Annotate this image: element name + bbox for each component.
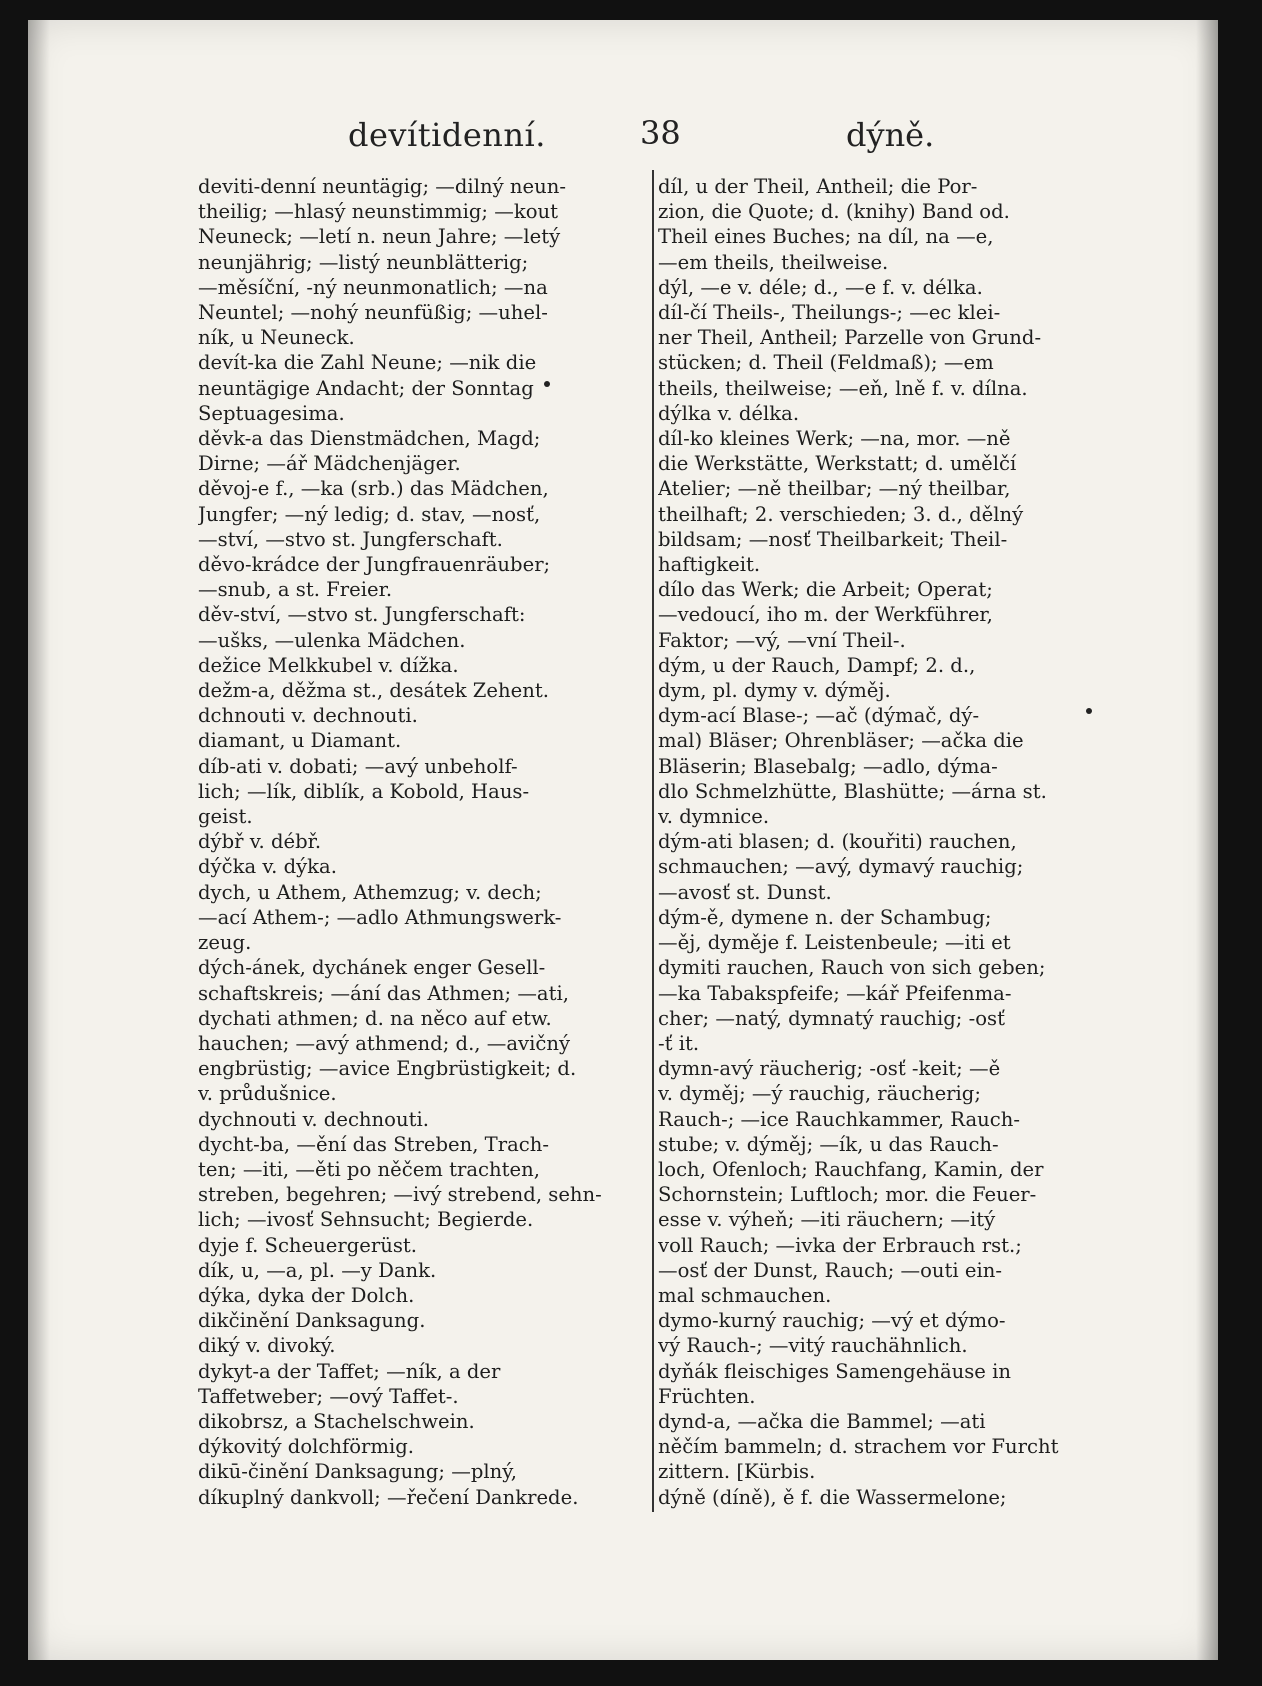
right-entry-line: —vedoucí, iho m. der Werkführer, <box>658 603 993 627</box>
right-entry-line: dymiti rauchen, Rauch von sich geben; <box>658 956 1046 980</box>
right-entry-line: zittern. [Kürbis. <box>658 1460 816 1484</box>
left-entry-line: diamant, u Diamant. <box>198 729 402 753</box>
right-entry-line: díl-čí Theils-, Theilungs-; —ec klei- <box>658 301 1001 325</box>
right-entry-line: v. dyměj; —ý rauchig, räucherig; <box>658 1082 981 1106</box>
right-entry-line: esse v. výheň; —iti räuchern; —itý <box>658 1208 996 1232</box>
header-first-entry: devítidenní. <box>348 116 546 154</box>
left-entry-line: diký v. divoký. <box>198 1334 336 1358</box>
right-entry-line: theilhaft; 2. verschieden; 3. d., dělný <box>658 502 1024 526</box>
right-entry-line: ner Theil, Antheil; Parzelle von Grund- <box>658 326 1042 350</box>
left-entry-line: dych, u Athem, Athemzug; v. dech; <box>198 880 542 904</box>
right-entry-line: —ka Tabakspfeife; —kář Pfeifenma- <box>658 981 1012 1005</box>
right-entry-line: díl, u der Theil, Antheil; die Por- <box>658 175 978 198</box>
right-entry-line: dílo das Werk; die Arbeit; Operat; <box>658 578 993 602</box>
left-column <box>198 174 646 1510</box>
right-entry-line: něčím bammeln; d. strachem vor Furcht <box>658 1435 1059 1459</box>
right-entry-line: —avosť st. Dunst. <box>658 880 832 904</box>
left-entry-line: schaftskreis; —ání das Athmen; —ati, <box>198 981 569 1005</box>
right-column <box>644 174 1092 1510</box>
left-entry-line: theilig; —hlasý neunstimmig; —kout <box>198 200 558 224</box>
right-entry-line: —ěj, dyměje f. Leistenbeule; —iti et <box>658 931 1011 955</box>
right-entry-line: Schornstein; Luftloch; mor. die Feuer- <box>658 1183 1037 1207</box>
left-entry-line: dyje f. Scheuergerüst. <box>198 1233 417 1257</box>
left-entry-line: Taffetweber; —ový Taffet-. <box>198 1384 459 1408</box>
left-entry-line: dchnouti v. dechnouti. <box>198 704 418 728</box>
left-entry-line: dýčka v. dýka. <box>198 855 337 879</box>
right-entry-line: vý Rauch-; —vitý rauchähnlich. <box>658 1334 968 1358</box>
right-entry-line: dýl, —e v. déle; d., —e f. v. délka. <box>658 275 983 299</box>
page-left-shadow <box>28 20 50 1660</box>
right-entry-line: v. dymnice. <box>658 805 770 829</box>
right-entry-line: voll Rauch; —ivka der Erbrauch rst.; <box>658 1233 1022 1257</box>
left-entry-line: neuntägige Andacht; der Sonntag <box>198 376 534 400</box>
left-entry-line: ten; —iti, —ěti po něčem trachten, <box>198 1157 540 1181</box>
ink-speck <box>544 381 550 387</box>
left-entry-line: dých-ánek, dychánek enger Gesell- <box>198 956 546 980</box>
left-entry-line: dýbř v. débř. <box>198 830 322 854</box>
left-entry-line: zeug. <box>198 931 252 955</box>
right-entry-line: díl-ko kleines Werk; —na, mor. —ně <box>658 427 1011 451</box>
left-entry-line: Dirne; —ář Mädchenjäger. <box>198 452 461 476</box>
right-entry-line: —osť der Dunst, Rauch; —outi ein- <box>658 1258 1003 1282</box>
right-entry-line: mal schmauchen. <box>658 1283 832 1307</box>
left-entry-line: dežice Melkkubel v. dížka. <box>198 653 459 677</box>
right-entry-line: stube; v. dýměj; —ík, u das Rauch- <box>658 1132 999 1156</box>
left-entry-line: dýka, dyka der Dolch. <box>198 1283 415 1307</box>
left-entry-line: v. průdušnice. <box>198 1082 337 1106</box>
right-entry-line: dlo Schmelzhütte, Blashütte; —árna st. <box>658 779 1047 803</box>
right-entry-line: dým-ati blasen; d. (kouřiti) rauchen, <box>658 830 1017 854</box>
right-entry-line: Faktor; —vý, —vní Theil-. <box>658 628 906 652</box>
left-entry-line: ník, u Neuneck. <box>198 326 355 350</box>
dictionary-page <box>28 20 1218 1660</box>
right-entry-line: dýně (díně), ě f. die Wassermelone; <box>658 1485 1007 1509</box>
right-entry-line: theils, theilweise; —eň, lně f. v. dílna. <box>658 376 1028 400</box>
left-entry-line: dychati athmen; d. na něco auf etw. <box>198 1006 552 1030</box>
left-entry-line: děv-ství, —stvo st. Jungferschaft: <box>198 603 526 627</box>
right-entry-line: Atelier; —ně theilbar; —ný theilbar, <box>658 477 1011 501</box>
right-entry-line: die Werkstätte, Werkstatt; d. umělčí <box>658 452 1017 476</box>
right-entry-line: —em theils, theilweise. <box>658 250 889 274</box>
page-number: 38 <box>640 114 681 152</box>
right-entry-line: dymn-avý räucherig; -osť -keit; —ě <box>658 1057 1001 1081</box>
left-entry-line: —měsíční, -ný neunmonatlich; —na <box>198 275 548 299</box>
left-entry-line: streben, begehren; —ivý strebend, sehn- <box>198 1183 602 1207</box>
left-entry-line: engbrüstig; —avice Engbrüstigkeit; d. <box>198 1057 577 1081</box>
left-entry-line: dychnouti v. dechnouti. <box>198 1107 429 1131</box>
left-entry-line: Jungfer; —ný ledig; d. stav, —nosť, <box>198 502 541 526</box>
right-entry-line: haftigkeit. <box>658 553 761 577</box>
left-entry-line: dýkovitý dolchförmig. <box>198 1435 415 1459</box>
left-entry-line: Neuntel; —nohý neunfüßig; —uhel- <box>198 301 548 325</box>
right-entry-line: Früchten. <box>658 1384 756 1408</box>
left-entry-line: děvoj-e f., —ka (srb.) das Mädchen, <box>198 477 549 501</box>
header-last-entry: dýně. <box>846 116 935 154</box>
right-entry-line: dym-ací Blase-; —ač (dýmač, dý- <box>658 704 980 728</box>
right-entry-line: dyňák fleischiges Samengehäuse in <box>658 1359 1012 1383</box>
left-entry-line: děvo-krádce der Jungfrauenräuber; <box>198 553 551 577</box>
left-entry-line: geist. <box>198 805 253 829</box>
left-entry-line: dikobrsz, a Stachelschwein. <box>198 1409 475 1433</box>
left-entry-line: lich; —ivosť Sehnsucht; Begierde. <box>198 1208 534 1232</box>
right-entry-line: dym, pl. dymy v. dýměj. <box>658 679 891 703</box>
right-entry-line: stücken; d. Theil (Feldmaß); —em <box>658 351 994 375</box>
right-entry-line: Bläserin; Blasebalg; —adlo, dýma- <box>658 754 998 778</box>
running-header <box>28 108 1218 168</box>
left-entry-line: —ušks, —ulenka Mädchen. <box>198 628 466 652</box>
left-entry-line: —ství, —stvo st. Jungferschaft. <box>198 527 503 551</box>
right-entry-line: zion, die Quote; d. (knihy) Band od. <box>658 200 1010 224</box>
left-entry-line: —snub, a st. Freier. <box>198 578 393 602</box>
left-entry-line: díkuplný dankvoll; —řečení Dankrede. <box>198 1485 579 1509</box>
left-entry-line: díb-ati v. dobati; —avý unbeholf- <box>198 754 518 778</box>
right-entry-line: dým, u der Rauch, Dampf; 2. d., <box>658 653 976 677</box>
right-entry-line: dymo-kurný rauchig; —vý et dýmo- <box>658 1309 1006 1333</box>
left-entry-line: hauchen; —avý athmend; d., —avičný <box>198 1031 571 1055</box>
left-entry-line: lich; —lík, diblík, a Kobold, Haus- <box>198 779 530 803</box>
right-entry-line: dým-ě, dymene n. der Schambug; <box>658 905 992 929</box>
right-entry-line: dynd-a, —ačka die Bammel; —ati <box>658 1409 986 1433</box>
left-entry-line: neunjährig; —listý neunblätterig; <box>198 250 529 274</box>
page-right-shadow <box>1196 20 1218 1660</box>
right-entry-line: cher; —natý, dymnatý rauchig; -osť <box>658 1006 1005 1030</box>
right-entry-line: dýlka v. délka. <box>658 401 800 425</box>
right-entry-line: Rauch-; —ice Rauchkammer, Rauch- <box>658 1107 1020 1131</box>
left-entry-line: —ací Athem-; —adlo Athmungswerk- <box>198 905 562 929</box>
left-entry-line: Septuagesima. <box>198 401 345 425</box>
right-entry-line: schmauchen; —avý, dymavý rauchig; <box>658 855 1024 879</box>
right-entry-line: mal) Bläser; Ohrenbläser; —ačka die <box>658 729 1024 753</box>
left-entry-line: dycht-ba, —ění das Streben, Trach- <box>198 1132 549 1156</box>
right-entry-line: bildsam; —nosť Theilbarkeit; Theil- <box>658 527 1008 551</box>
right-entry-line: -ť it. <box>658 1031 700 1055</box>
left-entry-line: dikčinění Danksagung. <box>198 1309 426 1333</box>
left-entry-line: devít-ka die Zahl Neune; —nik die <box>198 351 537 375</box>
left-entry-line: dík, u, —a, pl. —y Dank. <box>198 1258 437 1282</box>
left-entry-line: deviti-denní neuntägig; —dilný neun- <box>198 175 566 198</box>
left-entry-line: dežm-a, děžma st., desátek Zehent. <box>198 679 549 703</box>
ink-speck <box>1086 708 1092 714</box>
right-entry-line: loch, Ofenloch; Rauchfang, Kamin, der <box>658 1157 1044 1181</box>
left-entry-line: dykyt-a der Taffet; —ník, a der <box>198 1359 501 1383</box>
left-entry-line: Neuneck; —letí n. neun Jahre; —letý <box>198 225 561 249</box>
left-entry-line: dikū-činění Danksagung; —plný, <box>198 1460 517 1484</box>
left-entry-line: děvk-a das Dienstmädchen, Magd; <box>198 427 541 451</box>
right-entry-line: Theil eines Buches; na díl, na —e, <box>658 225 994 249</box>
